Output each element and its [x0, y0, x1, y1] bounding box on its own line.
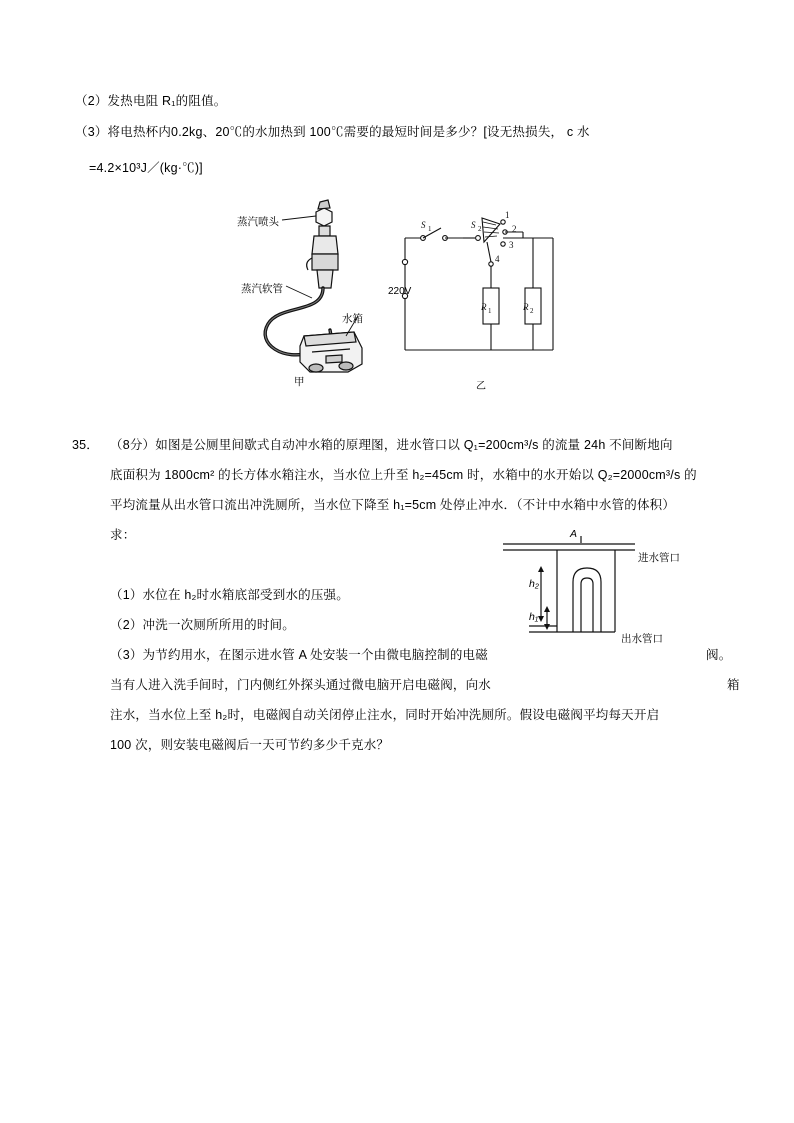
svg-text:R: R — [481, 302, 487, 312]
figure-steam-cleaner — [220, 196, 380, 391]
circuit-drawing — [383, 200, 583, 395]
question-35-line2: 底面积为 1800cm² 的长方体水箱注水，当水位上升至 h₂=45cm 时，水箱中的水开始以 Q₂=2000cm³/s 的 — [110, 468, 697, 482]
svg-text:S: S — [471, 220, 476, 230]
question-35-sub3-line2: 当有人进入洗手间时，门内侧红外探头通过微电脑开启电磁阀，向水 — [110, 678, 492, 692]
question-2-text: （2）发热电阻 R₁的阻值。 — [75, 94, 227, 108]
question-35-line1: （8分）如图是公厕里间歇式自动冲水箱的原理图，进水管口以 Q₁=200cm³/s 的流量 24h 不间断地向 — [110, 438, 673, 452]
question-35-sub3-line2-tail: 箱 — [727, 678, 740, 692]
figure-caption-yi: 乙 — [476, 381, 486, 392]
label-water-tank: 水箱 — [342, 313, 363, 325]
question-35-line4: 求： — [110, 528, 136, 542]
svg-text:1: 1 — [505, 210, 510, 220]
label-height-h2: h₁ — [529, 611, 539, 623]
label-steam-head: 蒸汽喷头 — [237, 216, 279, 228]
label-inlet-pipe: 进水管口 — [638, 552, 680, 564]
question-3-text-line2: =4.2×10³J／(kg·℃)] — [89, 161, 203, 175]
svg-text:S: S — [421, 220, 426, 230]
question-35-sub2: （2）冲洗一次厕所所用的时间。 — [110, 618, 295, 632]
cistern-drawing — [495, 528, 745, 653]
question-35-sub3-line3: 注水，当水位上至 h₂时，电磁阀自动关闭停止注水，同时开始冲洗厕所。假设电磁阀平均每天开启 — [110, 708, 660, 722]
question-35-number: 35． — [72, 438, 100, 452]
question-35-sub1: （1）水位在 h₂时水箱底部受到水的压强。 — [110, 588, 349, 602]
label-height-h1: h₂ — [529, 578, 539, 590]
figure-circuit — [383, 200, 583, 395]
svg-text:2: 2 — [512, 224, 517, 234]
svg-text:R: R — [523, 302, 529, 312]
label-steam-hose: 蒸汽软管 — [241, 283, 283, 295]
question-35-sub3-line1-tail: 阀。 — [706, 648, 732, 662]
label-point-a: A — [570, 528, 578, 540]
svg-text:1: 1 — [488, 307, 492, 315]
svg-text:2: 2 — [530, 307, 534, 315]
svg-text:1: 1 — [428, 225, 432, 233]
question-3-text-line1: （3）将电热杯内0.2kg、20℃的水加热到 100℃需要的最短时间是多少？[设无热损失， c 水 — [75, 125, 590, 139]
svg-text:4: 4 — [495, 254, 500, 264]
question-35-sub3-line4: 100 次，则安装电磁阀后一天可节约多少千克水？ — [110, 738, 390, 752]
question-35-sub3-line1: （3）为节约用水，在图示进水管 A 处安装一个由微电脑控制的电磁 — [110, 648, 488, 662]
svg-text:2: 2 — [478, 225, 482, 233]
question-35-line3: 平均流量从出水管口流出冲洗厕所，当水位下降至 h₁=5cm 处停止冲水．（不计中水箱中水管的体积） — [110, 498, 676, 512]
figure-cistern — [495, 528, 745, 653]
figure-caption-jia: 甲 — [294, 376, 305, 388]
label-source-voltage: 220V — [388, 286, 412, 297]
svg-text:3: 3 — [509, 240, 514, 250]
label-outlet-pipe: 出水管口 — [621, 633, 663, 645]
